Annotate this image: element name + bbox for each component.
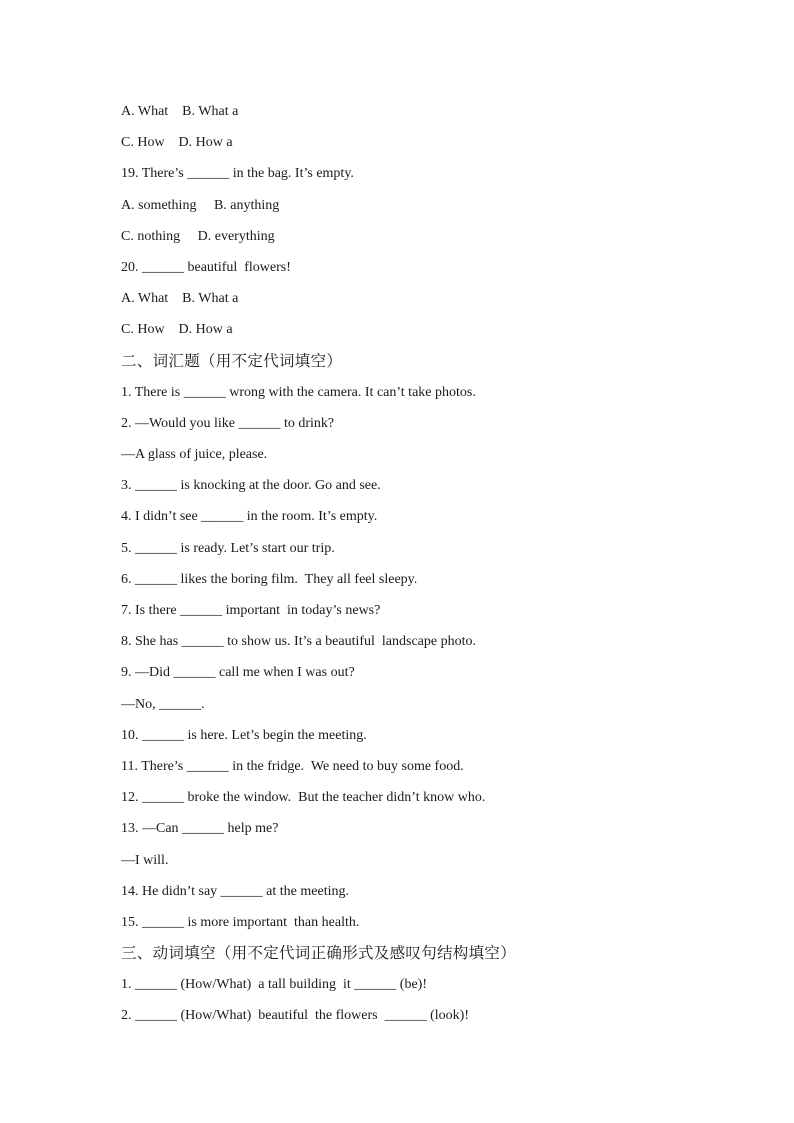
question-line: 14. He didn’t say ______ at the meeting.	[121, 883, 349, 899]
dialogue-response-line: —No, ______.	[121, 696, 205, 712]
question-line: 20. ______ beautiful flowers!	[121, 259, 291, 275]
question-line: 3. ______ is knocking at the door. Go and see.	[121, 478, 381, 494]
dialogue-response-line: —I will.	[121, 852, 169, 868]
question-line: 7. Is there ______ important in today’s news?	[121, 603, 381, 618]
question-line: 9. —Did ______ call me when I was out?	[121, 665, 355, 681]
question-line: 13. —Can ______ help me?	[121, 821, 279, 837]
question-line: 8. She has ______ to show us. It’s a beautiful landscape photo.	[121, 634, 477, 650]
question-line: 19. There’s ______ in the bag. It’s empty.	[121, 166, 354, 182]
question-line: 1. ______ (How/What) a tall building it ______ (be)!	[121, 977, 427, 993]
question-line: 4. I didn’t see ______ in the room. It’s empty.	[121, 509, 378, 525]
question-line: 2. —Would you like ______ to drink?	[121, 415, 335, 431]
question-line: 6. ______ likes the boring film. They all feel sleepy.	[121, 571, 418, 587]
answer-options-line: A. What B. What a	[121, 291, 239, 307]
section-heading: 二、词汇题（用不定代词填空）	[121, 352, 343, 370]
question-line: 1. There is ______ wrong with the camera. It can’t take photos.	[121, 384, 476, 400]
question-line: 11. There’s ______ in the fridge. We need to buy some food.	[121, 758, 464, 774]
worksheet-content	[121, 101, 761, 1037]
answer-options-line: C. nothing D. everything	[121, 228, 275, 244]
question-line: 2. ______ (How/What) beautiful the flowers ______ (look)!	[121, 1008, 469, 1024]
question-line: 5. ______ is ready. Let’s start our trip.	[121, 540, 335, 556]
question-line: 10. ______ is here. Let’s begin the meeting.	[121, 727, 367, 743]
dialogue-response-line: —A glass of juice, please.	[121, 447, 268, 463]
question-line: 12. ______ broke the window. But the teacher didn’t know who.	[121, 790, 486, 806]
answer-options-line: C. How D. How a	[121, 322, 233, 338]
answer-options-line: C. How D. How a	[121, 135, 233, 151]
question-line: 15. ______ is more important than health.	[121, 914, 360, 930]
section-heading: 三、动词填空（用不定代词正确形式及感叹句结构填空）	[121, 945, 517, 963]
answer-options-line: A. something B. anything	[121, 197, 280, 213]
answer-options-line: A. What B. What a	[121, 104, 239, 119]
